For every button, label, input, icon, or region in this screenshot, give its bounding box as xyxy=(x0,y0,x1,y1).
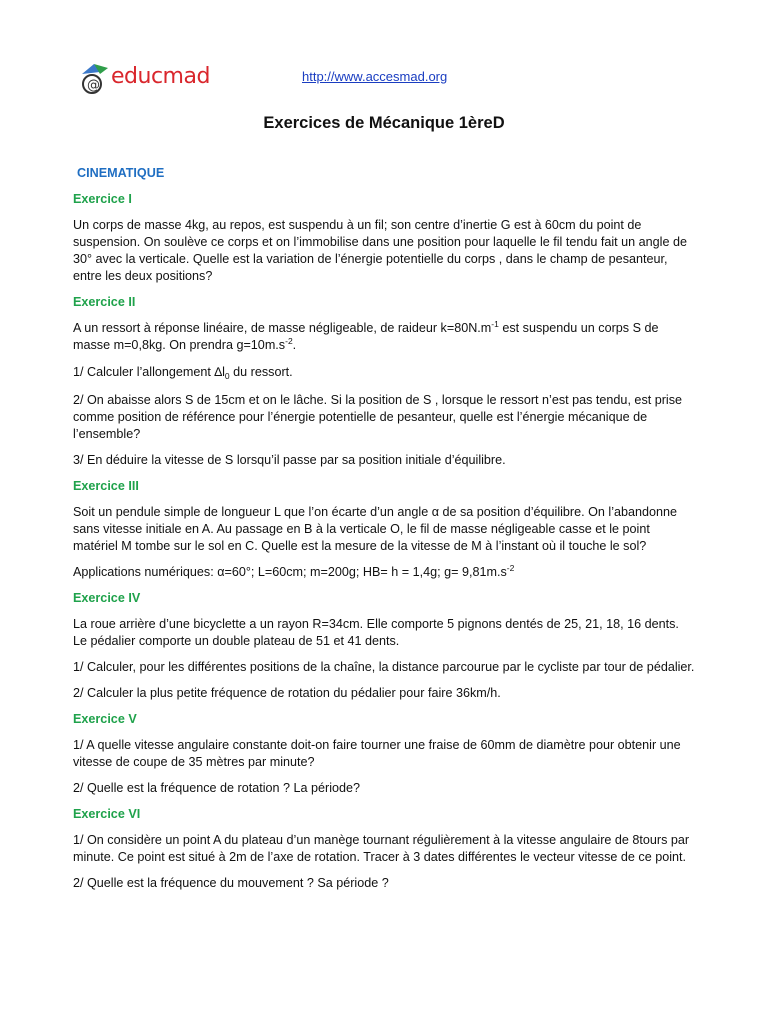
exercise-paragraph: Un corps de masse 4kg, au repos, est suspendu à un fil; son centre d’inertie G est à 60cm du point de suspension. On soulève ce corps et on l’immobilise dans une position pour laquelle le fil tendu fait un angle de 30° avec la verticale. Quelle est la variation de l’énergie potentielle du corps , dans le champ de pesanteur, entre les deux positions? xyxy=(73,218,687,283)
exercise-paragraph: 3/ En déduire la vitesse de S lorsqu’il passe par sa position initiale d’équilibre. xyxy=(73,453,506,467)
document-title: Exercices de Mécanique 1èreD xyxy=(263,114,505,132)
superscript: -1 xyxy=(491,319,499,329)
exercise-paragraph: 1/ A quelle vitesse angulaire constante doit-on faire tourner une fraise de 60mm de diamètre pour obtenir une vitesse de coupe de 35 mètres par minute? xyxy=(73,738,681,769)
exercise-paragraph: Soit un pendule simple de longueur L que l’on écarte d’un angle α de sa position d’équilibre. On l’abandonne sans vitesse initiale en A. Au passage en B à la verticale O, le fil de masse négligeable casse et le point matériel M tombe sur le sol en C. Quelle est la mesure de la vitesse de M à l’instant où il touche le sol? xyxy=(73,505,678,553)
document-body xyxy=(73,165,695,901)
section-heading: CINEMATIQUE xyxy=(77,166,165,180)
exercise-paragraph: 2/ Quelle est la fréquence de rotation ? La période? xyxy=(73,781,361,795)
text-run: est suspendu un corps S de masse m=0,8kg. On prendra g=10m.s xyxy=(73,321,659,352)
exercise-paragraph: La roue arrière d’une bicyclette a un rayon R=34cm. Elle comporte 5 pignons dentés de 25, 21, 18, 16 dents. Le pédalier comporte un double plateau de 51 et 41 dents. xyxy=(73,617,679,648)
text-run: . xyxy=(292,338,297,352)
svg-text:@: @ xyxy=(87,78,100,93)
exercise-paragraph: 1/ On considère un point A du plateau d’un manège tournant régulièrement à la vitesse angulaire de 8tours par minute. Ce point est situé à 2m de l’axe de rotation. Tracer à 3 dates différentes le vecteur vitesse de ce point. xyxy=(73,833,690,864)
site-link[interactable]: http://www.accesmad.org xyxy=(302,69,448,84)
logo-icon xyxy=(78,62,112,96)
superscript: -2 xyxy=(506,563,515,573)
text-run: Applications numériques: α=60°; L=60cm; m=200g; HB= h = 1,4g; g= 9,81m.s xyxy=(73,565,507,579)
exercise-paragraph xyxy=(73,564,695,581)
exercise-title: Exercice VI xyxy=(73,807,141,821)
exercise-paragraph: 2/ Calculer la plus petite fréquence de rotation du pédalier pour faire 36km/h. xyxy=(73,686,501,700)
exercise-title: Exercice V xyxy=(73,712,137,726)
exercise-paragraph: 2/ Quelle est la fréquence du mouvement ? Sa période ? xyxy=(73,876,389,890)
exercise-title: Exercice I xyxy=(73,192,132,206)
text-run: du ressort. xyxy=(229,365,293,379)
text-run: 1/ Calculer l’allongement ∆l xyxy=(73,365,225,379)
exercise-paragraph xyxy=(73,320,695,354)
exercise-title: Exercice II xyxy=(73,295,136,309)
exercise-title: Exercice IV xyxy=(73,591,141,605)
exercise-paragraph: 2/ On abaisse alors S de 15cm et on le lâche. Si la position de S , lorsque le ressort n’est pas tendu, est prise comme position de référence pour l’énergie potentielle de pesanteur, quelle est l’énergie mécanique de l’ensemble? xyxy=(73,393,683,441)
exercise-title: Exercice III xyxy=(73,479,139,493)
exercise-paragraph xyxy=(73,364,695,381)
superscript: -2 xyxy=(285,336,293,346)
text-run: A un ressort à réponse linéaire, de masse négligeable, de raideur k=80N.m xyxy=(73,321,492,335)
subscript: 0 xyxy=(224,371,230,381)
educmad-logo xyxy=(78,60,208,100)
logo-text: educmad xyxy=(111,64,210,89)
exercise-paragraph: 1/ Calculer, pour les différentes positions de la chaîne, la distance parcourue par le cycliste par tour de pédalier. xyxy=(73,660,695,674)
